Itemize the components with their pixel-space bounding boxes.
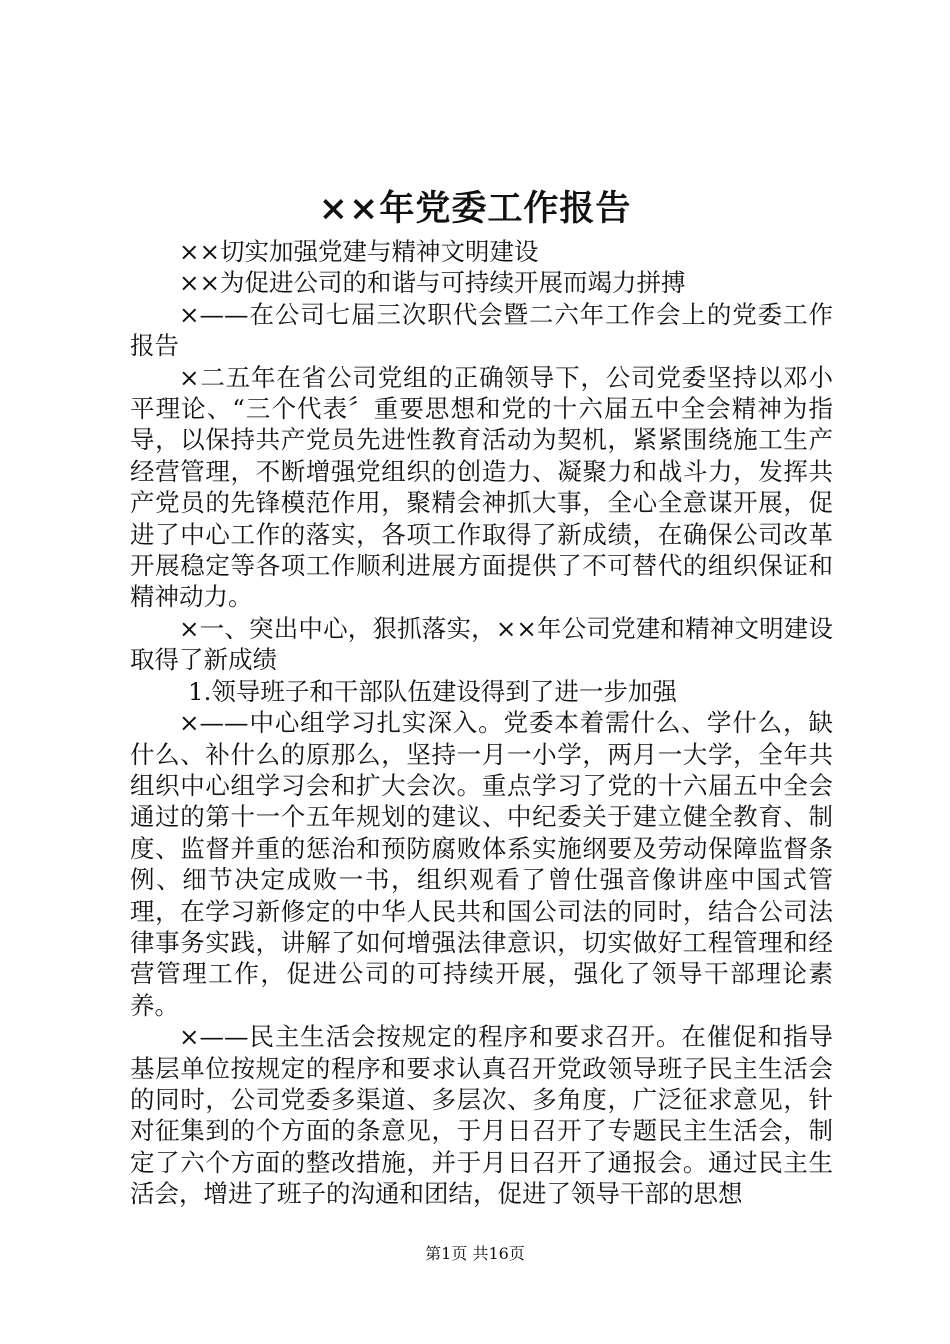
- body-paragraph: ×——民主生活会按规定的程序和要求召开。在催促和指导基层单位按规定的程序和要求认真召开党政领导班子民主生活会的同时，公司党委多渠道、多层次、多角度，广泛征求意见，针对征集到的个方面的条意见，于月日召开了专题民主生活会，制定了六个方面的整改措施，并于月日召开了通报会。通过民主生活会，增进了班子的沟通和团结，促进了领导干部的思想: [130, 1022, 833, 1209]
- subtitle-line: ××为促进公司的和谐与可持续开展而竭力拼搏: [179, 268, 686, 298]
- subsection-heading: 1.领导班子和干部队伍建设得到了进一步加强: [188, 676, 677, 706]
- page-footer: [0, 1243, 950, 1265]
- document-title: ××年党委工作报告: [318, 188, 632, 229]
- body-paragraph: ×——中心组学习扎实深入。党委本着需什么、学什么，缺什么、补什么的原那么，坚持一月一小学，两月一大学，全年共组织中心组学习会和扩大会次。重点学习了党的十六届五中全会通过的第十一个五年规划的建议、中纪委关于建立健全教育、制度、监督并重的惩治和预防腐败体系实施纲要及劳动保障监督条例、细节决定成败一书，组织观看了曾仕强音像讲座中国式管理，在学习新修定的中华人民共和国公司法的同时，结合公司法律事务实践，讲解了如何增强法律意识，切实做好工程管理和经营管理工作，促进公司的可持续开展，强化了领导干部理论素养。: [130, 708, 833, 1020]
- subtitle-line: ××切实加强党建与精神文明建设: [179, 237, 539, 266]
- section-heading: ×一、突出中心，狠抓落实，××年公司党建和精神文明建设取得了新成绩: [130, 613, 833, 675]
- page-number: 第1页: [425, 1244, 468, 1263]
- document-body: [130, 236, 833, 1210]
- body-paragraph: ×二五年在省公司党组的正确领导下，公司党委坚持以邓小平理论、“三个代表〞重要思想和党的十六届五中全会精神为指导，以保持共产党员先进性教育活动为契机，紧紧围绕施工生产经营管理，不断增强党组织的创造力、凝聚力和战斗力，发挥共产党员的先锋模范作用，聚精会神抓大事，全心全意谋开展，促进了中心工作的落实，各项工作取得了新成绩，在确保公司改革开展稳定等各项工作顺利进展方面提供了不可替代的组织保证和精神动力。: [130, 362, 833, 612]
- subtitle-line: ×——在公司七届三次职代会暨二六年工作会上的党委工作报告: [130, 299, 833, 361]
- page-total: 共16页: [472, 1244, 525, 1263]
